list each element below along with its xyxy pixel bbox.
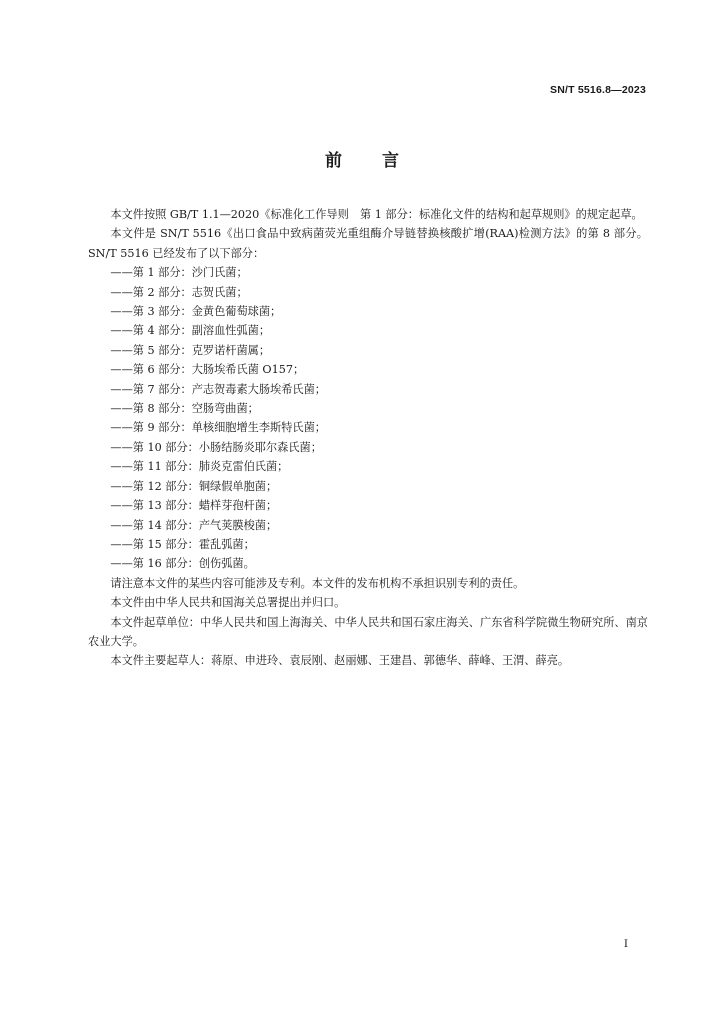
paragraph-patent-notice: 请注意本文件的某些内容可能涉及专利。本文件的发布机构不承担识别专利的责任。 — [110, 576, 525, 590]
list-item: ——第 10 部分：小肠结肠炎耶尔森氏菌； — [110, 440, 322, 454]
paragraph-series-intro: 本文件是 SN/T 5516《出口食品中致病菌荧光重组酶介导链替换核酸扩增(RAA)检测方法》的第 8 部分。SN/T 5516 已经发布了以下部分： — [88, 227, 648, 260]
list-item: ——第 12 部分：铜绿假单胞菌； — [110, 479, 278, 493]
list-item: ——第 4 部分：副溶血性弧菌； — [110, 324, 271, 338]
paragraph-proposer: 本文件由中华人民共和国海关总署提出并归口。 — [110, 596, 346, 610]
list-item: ——第 13 部分：蜡样芽孢杆菌； — [110, 499, 278, 513]
list-item: ——第 6 部分：大肠埃希氏菌 O157； — [110, 363, 305, 377]
list-item: ——第 15 部分：霍乱弧菌； — [110, 537, 255, 551]
page-number: I — [623, 938, 628, 950]
list-item: ——第 5 部分：克罗诺杆菌属； — [110, 343, 271, 357]
list-item: ——第 16 部分：创伤弧菌。 — [110, 557, 255, 571]
list-item: ——第 3 部分：金黄色葡萄球菌； — [110, 305, 282, 319]
list-item: ——第 1 部分：沙门氏菌； — [110, 266, 248, 280]
paragraph-drafting-basis: 本文件按照 GB/T 1.1—2020《标准化工作导则 第 1 部分：标准化文件的结构和起草规则》的规定起草。 — [110, 208, 643, 221]
document-body — [88, 205, 648, 671]
page-title: 前言 — [325, 151, 439, 171]
list-item: ——第 7 部分：产志贺毒素大肠埃希氏菌； — [110, 382, 326, 396]
list-item: ——第 14 部分：产气荚膜梭菌； — [110, 518, 278, 532]
list-item: ——第 8 部分：空肠弯曲菌； — [110, 402, 259, 416]
list-item: ——第 9 部分：单核细胞增生李斯特氏菌； — [110, 421, 326, 435]
list-item: ——第 2 部分：志贺氏菌； — [110, 285, 248, 299]
parts-list — [88, 263, 648, 574]
list-item: ——第 11 部分：肺炎克雷伯氏菌； — [110, 460, 289, 474]
paragraph-drafters: 本文件主要起草人：蒋原、申进玲、袁辰刚、赵丽娜、王建昌、郭德华、薛峰、王渭、薛亮。 — [110, 654, 570, 668]
paragraph-drafting-units: 本文件起草单位：中华人民共和国上海海关、中华人民共和国石家庄海关、广东省科学院微生物研究所、南京农业大学。 — [88, 615, 648, 648]
standard-code-header: SN/T 5516.8—2023 — [549, 84, 646, 96]
